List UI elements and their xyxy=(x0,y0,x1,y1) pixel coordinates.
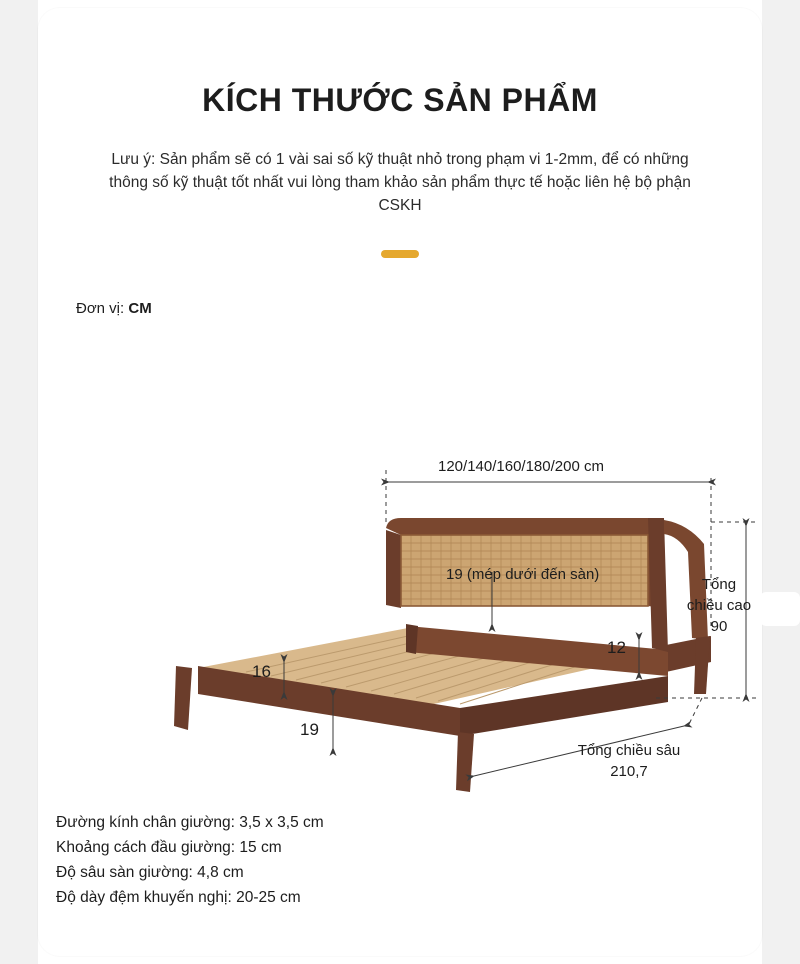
technical-note: Lưu ý: Sản phẩm sẽ có 1 vài sai số kỹ thuật nhỏ trong phạm vi 1-2mm, để có những thông số kỹ thuật tốt nhất vui lòng tham khảo sản phẩm thực tế hoặc liên hệ bộ phận CSKH xyxy=(109,151,691,214)
spec-list xyxy=(56,810,324,910)
accent-divider xyxy=(381,250,419,258)
list-item: Đường kính chân giường: 3,5 x 3,5 cm xyxy=(56,814,324,831)
list-item: Độ dày đệm khuyến nghị: 20-25 cm xyxy=(56,889,301,906)
page-title: KÍCH THƯỚC SẢN PHẨM xyxy=(202,82,598,118)
unit-prefix: Đơn vị: xyxy=(76,300,129,317)
bed-dimension-diagram xyxy=(56,440,756,810)
dim-side-rail-label: 12 xyxy=(607,638,626,657)
right-edge-notch xyxy=(760,592,800,626)
dim-leg-clearance-label: 19 xyxy=(300,720,319,739)
list-item: Khoảng cách đầu giường: 15 cm xyxy=(56,839,282,856)
dim-headboard-gap-label: 19 (mép dưới đến sàn) xyxy=(446,566,600,583)
dim-frame-height-label: 16 xyxy=(252,662,271,681)
unit-label xyxy=(76,300,152,317)
dim-width-label: 120/140/160/180/200 cm xyxy=(438,458,604,475)
dim-total-depth-label: Tổng chiều sâu 210,7 xyxy=(577,742,681,780)
page-left-margin xyxy=(0,0,38,964)
unit-value: CM xyxy=(128,300,152,317)
dim-total-height-label: Tổng chiều cao 90 xyxy=(686,576,752,635)
list-item: Độ sâu sàn giường: 4,8 cm xyxy=(56,864,244,881)
page-right-margin xyxy=(762,0,800,964)
